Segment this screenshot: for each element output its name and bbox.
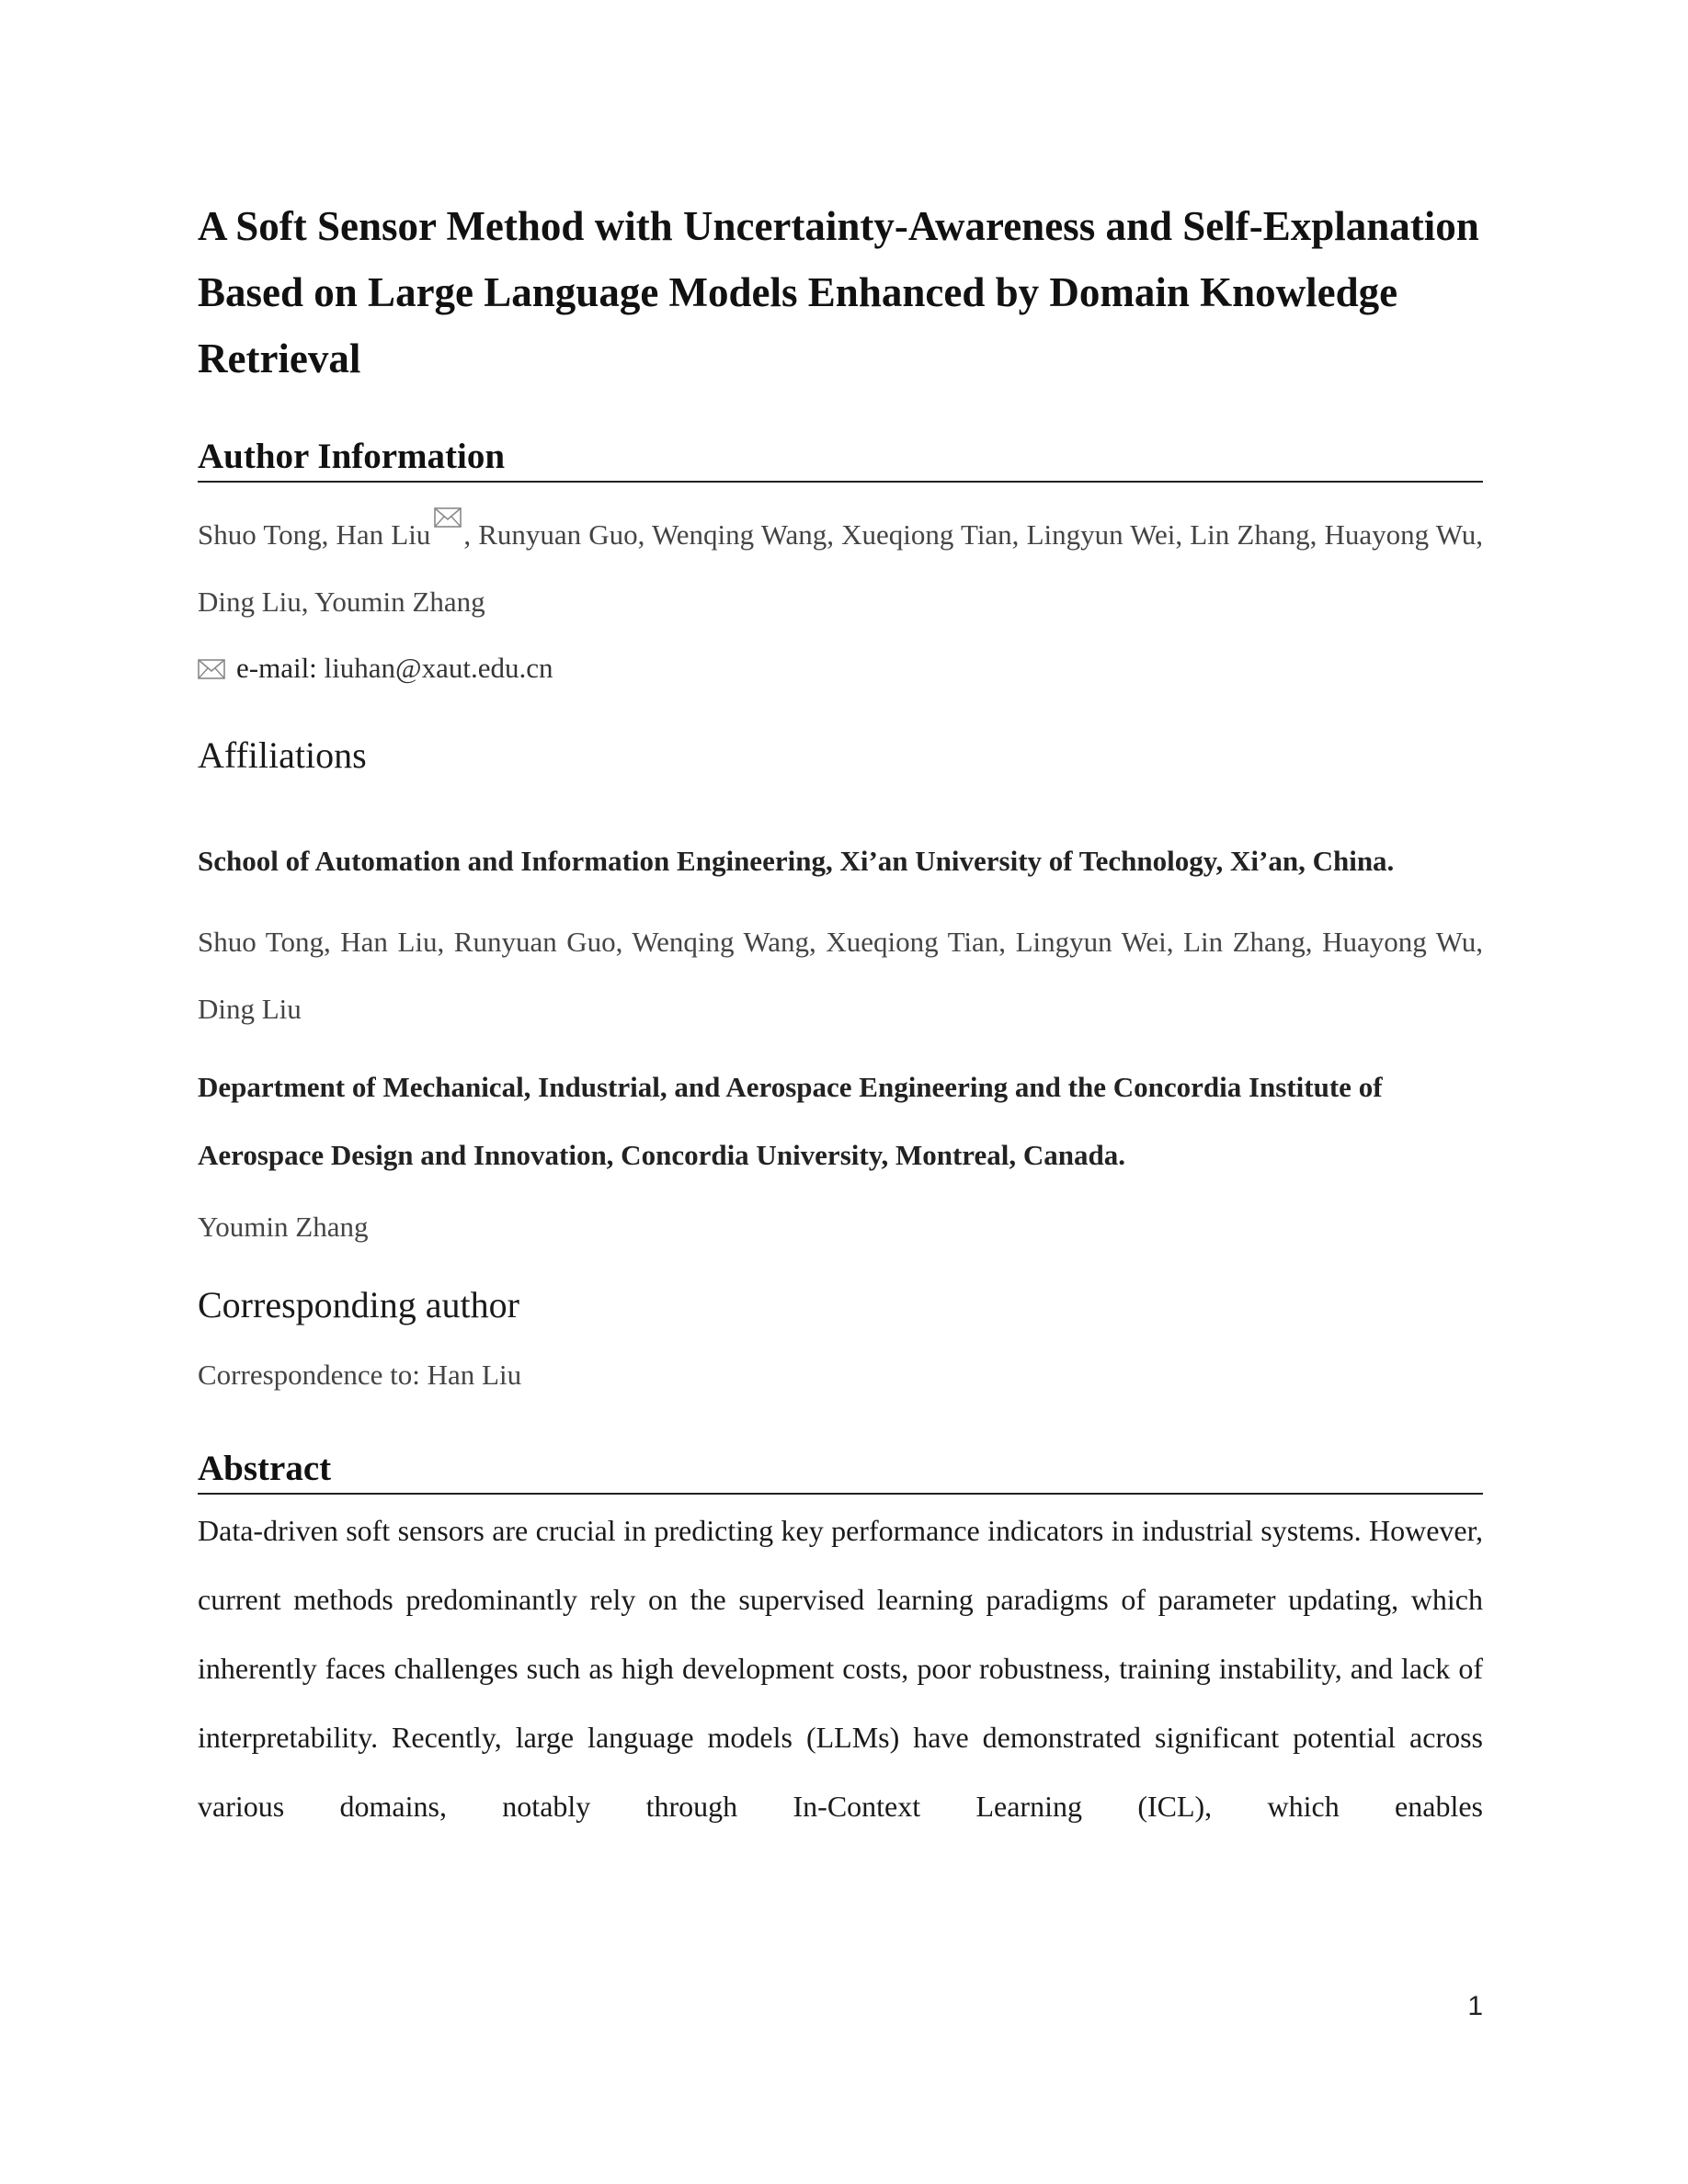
abstract-text: Data-driven soft sensors are crucial in predicting key performance indicators in industrial systems. However, current methods predominantly rely on the supervised learning paradigms of parameter updating, which inherently faces challenges such as high development costs, poor robustness, training instability, and lack of interpretability. Recently, large language models (LLMs) have demonstrated significant potential across various domains, notably through In-Context Learning (ICL), which enables [198,1514,1483,1823]
page-content [198,193,1483,1841]
email-address[interactable]: liuhan@xaut.edu.cn [324,652,553,684]
email-label: e-mail: [236,652,317,684]
affiliation-members-2: Youmin Zhang [198,1211,369,1243]
page-number: 1 [1467,1991,1483,2021]
envelope-icon [198,658,225,680]
authors-before-mark: Shuo Tong, Han Liu [198,518,431,551]
authors-after-mark: , Runyuan Guo, Wenqing Wang, Xueqiong Tian, Lingyun Wei, Lin Zhang, Huayong Wu, Ding Liu, Youmin Zhang [198,518,1483,618]
abstract-heading: Abstract [198,1447,1483,1495]
affiliation-members-1: Shuo Tong, Han Liu, Runyuan Guo, Wenqing Wang, Xueqiong Tian, Lingyun Wei, Lin Zhang, Huayong Wu, Ding Liu [198,926,1483,1025]
correspondence-text: Correspondence to: Han Liu [198,1359,522,1391]
affiliation-institution-1: School of Automation and Information Engineering, Xi’an University of Technology, Xi’an, China. [198,845,1395,877]
email-line [198,643,1483,694]
paper-title: A Soft Sensor Method with Uncertainty-Awareness and Self-Explanation Based on Large Language Models Enhanced by Domain Knowledge Retrieval [198,203,1479,381]
affiliations-heading: Affiliations [198,734,367,776]
author-list [198,501,1483,635]
affiliation-institution-2: Department of Mechanical, Industrial, and Aerospace Engineering and the Concordia Institute of Aerospace Design and Innovation, Concordia University, Montreal, Canada. [198,1071,1383,1171]
corresponding-author-heading: Corresponding author [198,1284,519,1325]
author-information-heading: Author Information [198,435,1483,483]
envelope-icon [434,506,462,529]
